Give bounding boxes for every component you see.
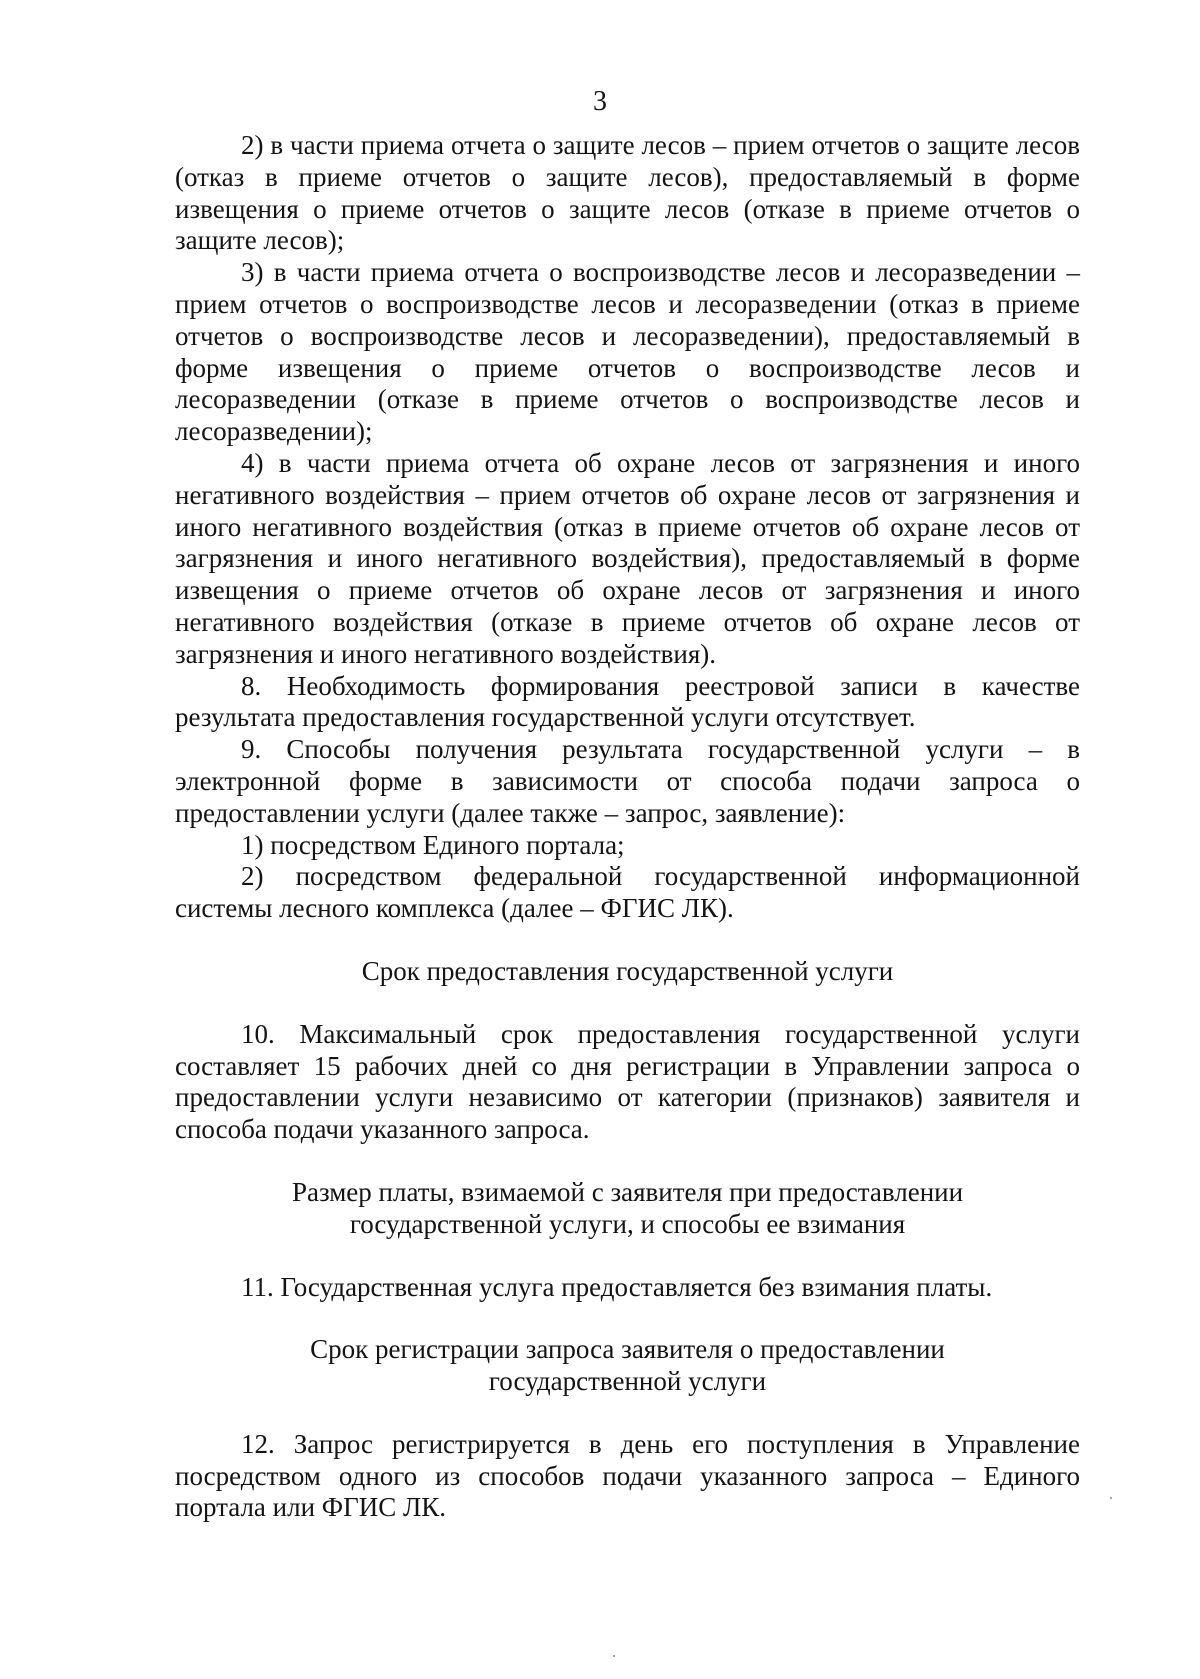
paragraph-item-4-pollution-protection-report: 4) в части приема отчета об охране лесов от загрязнения и иного негативного воздействия – прием отчетов об охране лесов от загрязнения и иного негативного воздействия (отказ в приеме отчетов об охране лесов от загрязнения и иного негативного воздействия), предоставляемый в форме извещения о приеме отчетов об охране лесов от загрязнения и иного негативного воздействия (отказе в приеме отчетов об охране лесов от загрязнения и иного негативного воздействия). [175, 447, 1080, 669]
paragraph-item-2-forest-protection-report: 2) в части приема отчета о защите лесов – прием отчетов о защите лесов (отказ в приеме отчетов о защите лесов), предоставляемый в форме извещения о приеме отчетов о защите лесов (отказе в приеме отчетов о защите лесов); [175, 130, 1080, 256]
section-heading-registration-term [175, 1334, 1080, 1398]
section-heading-fee-line-1: Размер платы, взимаемой с заявителя при предоставлении [291, 1176, 964, 1207]
document-body [175, 130, 1080, 1524]
section-heading-registration-line-2: государственной услуги [488, 1366, 767, 1397]
page-number: 3 [593, 86, 607, 117]
paragraph-9-item-2-fgis-lk: 2) посредством федеральной государственной информационной системы лесного комплекса (далее – ФГИС ЛК). [175, 861, 1080, 924]
paragraph-9-result-methods: 9. Способы получения результата государственной услуги – в электронной форме в зависимости от способа подачи запроса о предоставлении услуги (далее также – запрос, заявление): [175, 734, 1080, 828]
paragraph-12-registration: 12. Запрос регистрируется в день его поступления в Управление посредством одного из способов подачи указанного запроса – Единого портала или ФГИС ЛК. [175, 1428, 1080, 1523]
section-heading-service-term: Срок предоставления государственной услуги [361, 955, 894, 986]
paragraph-item-3-reforestation-report: 3) в части приема отчета о воспроизводстве лесов и лесоразведении – прием отчетов о воспроизводстве лесов и лесоразведении (отказ в приеме отчетов о воспроизводстве лесов и лесоразведении), предоставляемый в форме извещения о приеме отчетов о воспроизводстве лесов и лесоразведении (отказе в приеме отчетов о воспроизводстве лесов и лесоразведении); [175, 257, 1080, 447]
section-heading-fee [175, 1177, 1080, 1241]
scan-speck [613, 1655, 615, 1657]
scan-speck [1110, 1497, 1112, 1499]
paragraph-9-item-1-unified-portal: 1) посредством Единого портала; [241, 829, 625, 860]
section-heading-registration-line-1: Срок регистрации запроса заявителя о предоставлении [310, 1334, 945, 1365]
paragraph-8-registry-record: 8. Необходимость формирования реестровой записи в качестве результата предоставления государственной услуги отсутствует. [175, 670, 1080, 733]
paragraph-10-max-term: 10. Максимальный срок предоставления государственной услуги составляет 15 рабочих дней со дня регистрации в Управлении запроса о предоставлении услуги независимо от категории (признаков) заявителя и способа подачи указанного запроса. [175, 1018, 1080, 1145]
paragraph-11-no-fee: 11. Государственная услуга предоставляется без взимания платы. [241, 1271, 993, 1302]
section-heading-fee-line-2: государственной услуги, и способы ее взимания [349, 1208, 906, 1239]
